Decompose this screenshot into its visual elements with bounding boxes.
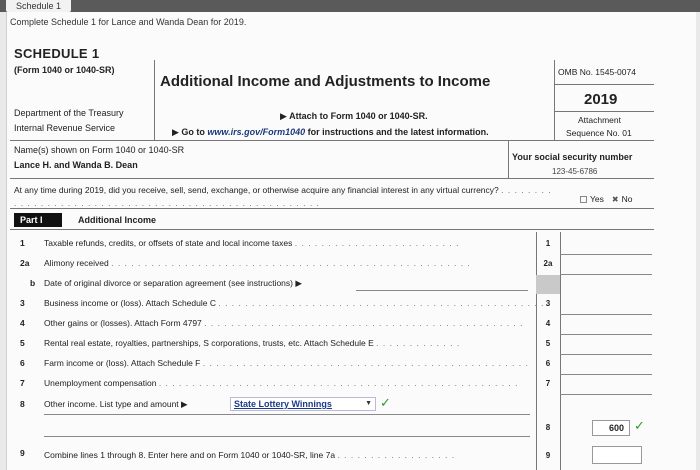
virtual-currency-answer	[580, 194, 632, 204]
line-9-amount[interactable]	[592, 446, 642, 464]
type-check-icon: ✓	[380, 395, 391, 410]
line-4-number: 4	[20, 318, 25, 328]
line-9-box: 9	[545, 451, 551, 460]
attachment-label: Attachment	[578, 115, 621, 125]
line-8-text: Other income. List type and amount ▶	[44, 399, 188, 409]
line-4-text: Other gains or (losses). Attach Form 4797 . . . . . . . . . . . . . . . . . . . . . . . . . . . . . . . . . . . . . . . . . . . . . . . .	[44, 318, 524, 328]
line-2a-number: 2a	[20, 258, 30, 268]
line-6-text: Farm income or (loss). Attach Schedule F . . . . . . . . . . . . . . . . . . . . . . . . . . . . . . . . . . . . . . . . . . . . . . . . .	[44, 358, 529, 368]
line-8-amount[interactable]: 600	[592, 420, 630, 436]
line-5-text: Rental real estate, royalties, partnerships, S corporations, trusts, etc. Attach Schedule E . . . . . . . . . . . . .	[44, 338, 461, 348]
goto-suffix: for instructions and the latest information.	[305, 127, 489, 137]
line-2b-number: b	[30, 278, 36, 288]
department-label: Department of the Treasury	[14, 108, 124, 118]
goto-prefix: ▶ Go to	[172, 127, 208, 137]
omb-rule	[554, 84, 654, 85]
line-4-box: 4	[545, 319, 551, 328]
tax-year: 2019	[584, 91, 618, 108]
line-2a-amount[interactable]	[560, 274, 652, 275]
amount-check-icon: ✓	[634, 418, 645, 433]
irs-label: Internal Revenue Service	[14, 123, 116, 133]
line-3-number: 3	[20, 298, 25, 308]
line-8-number: 8	[20, 399, 25, 409]
omb-number: OMB No. 1545-0074	[558, 67, 636, 77]
line-1-number: 1	[20, 238, 25, 248]
other-income-type-underline	[44, 414, 530, 415]
other-income-type-value: State Lottery Winnings	[234, 399, 332, 409]
line-5-amount[interactable]	[560, 354, 652, 355]
header-bottom-rule	[10, 140, 654, 141]
line-4-amount[interactable]	[560, 334, 652, 335]
line-2b-shaded-box	[536, 275, 560, 294]
line-5-box: 5	[545, 339, 551, 348]
names-label: Name(s) shown on Form 1040 or 1040-SR	[14, 145, 185, 155]
line-6-amount[interactable]	[560, 374, 652, 375]
line-1-amount[interactable]	[560, 254, 652, 255]
line-7-box: 7	[545, 379, 551, 388]
yes-label: Yes	[590, 194, 604, 204]
part-badge: Part I	[14, 213, 62, 227]
sequence-number: Sequence No. 01	[566, 128, 632, 138]
line-2b-text: Date of original divorce or separation agreement (see instructions) ▶	[44, 278, 302, 288]
virtual-currency-question	[14, 184, 554, 210]
line-6-box: 6	[545, 359, 551, 368]
header-divider-right	[554, 60, 555, 140]
part-title: Additional Income	[78, 215, 157, 225]
ssn-divider	[508, 140, 509, 178]
line-5-number: 5	[20, 338, 25, 348]
ssn-label: Your social security number	[512, 152, 633, 162]
window-top-bar	[0, 0, 700, 12]
year-rule	[554, 111, 654, 112]
schedule-tab[interactable]: Schedule 1	[6, 0, 71, 12]
header-divider-left	[154, 60, 155, 140]
question-text: At any time during 2019, did you receive, sell, send, exchange, or otherwise acquire any financial interest in any virtual currency?	[14, 185, 499, 195]
line-9-text: Combine lines 1 through 8. Enter here and on Form 1040 or 1040-SR, line 7a . . . . . . . . . . . . . . . . . .	[44, 450, 456, 460]
attach-note: ▶ Attach to Form 1040 or 1040-SR.	[280, 111, 428, 121]
line-3-box: 3	[545, 299, 551, 308]
line-2a-text: Alimony received . . . . . . . . . . . . . . . . . . . . . . . . . . . . . . . . . . . . . . . . . . . . . . . . . . . . . .	[44, 258, 471, 268]
other-income-type-select[interactable]	[230, 397, 376, 411]
ssn-value: 123-45-6786	[552, 167, 598, 176]
box-column-right	[560, 232, 561, 470]
line-7-number: 7	[20, 378, 25, 388]
instruction-text: Complete Schedule 1 for Lance and Wanda Dean for 2019.	[10, 17, 247, 27]
no-label: No	[621, 194, 633, 204]
line-2a-box: 2a	[543, 259, 553, 268]
form-reference: (Form 1040 or 1040-SR)	[14, 65, 115, 75]
line-6-number: 6	[20, 358, 25, 368]
schedule-heading: SCHEDULE 1	[14, 46, 100, 61]
chevron-down-icon[interactable]: ▼	[365, 400, 372, 407]
other-income-extra-line	[44, 436, 530, 437]
line-9-number: 9	[20, 448, 25, 458]
line-3-text: Business income or (loss). Attach Schedule C . . . . . . . . . . . . . . . . . . . . . . . . . . . . . . . . . . . . . . . . . . . . . . . . .	[44, 298, 545, 308]
taxpayer-names: Lance H. and Wanda B. Dean	[14, 160, 138, 170]
part-bottom-rule	[10, 229, 654, 230]
irs-link[interactable]: www.irs.gov/Form1040	[207, 127, 306, 137]
yes-checkbox[interactable]	[580, 196, 587, 203]
goto-note	[172, 127, 489, 138]
line-1-text: Taxable refunds, credits, or offsets of state and local income taxes . . . . . . . . . . . . . . . . . . . . . . . . .	[44, 238, 460, 248]
form-title: Additional Income and Adjustments to Income	[160, 73, 491, 90]
line-3-amount[interactable]	[560, 314, 652, 315]
line-8-box: 8	[545, 423, 551, 432]
line-7-amount[interactable]	[560, 394, 652, 395]
line-7-text: Unemployment compensation . . . . . . . . . . . . . . . . . . . . . . . . . . . . . . . . . . . . . . . . . . . . . . . . . . . . . .	[44, 378, 519, 388]
divorce-date-field[interactable]	[356, 290, 528, 291]
question-bottom-rule	[10, 208, 654, 209]
leader-dots: . . . . . . . . . . . . . . . . . . . . . . . . . . . . . . . . . . . . . . . . . . . . . . . . . . . . . .	[14, 185, 552, 208]
line-1-box: 1	[545, 239, 551, 248]
no-checkbox-checked[interactable]: ✖	[611, 195, 619, 204]
taxpayer-bottom-rule	[10, 178, 654, 179]
